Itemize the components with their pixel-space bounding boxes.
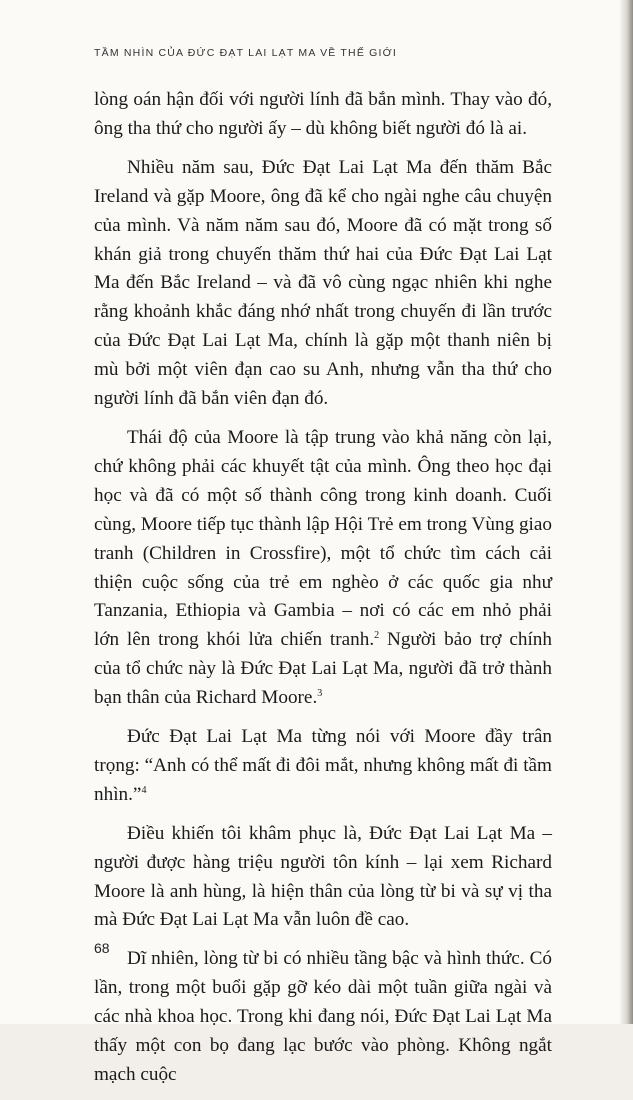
paragraph-text: Đức Đạt Lai Lạt Ma từng nói với Moore đầy trân trọng: “Anh có thể mất đi đôi mắt, nhưng không mất đi tầm nhìn.” [94,726,552,805]
paragraph: Điều khiến tôi khâm phục là, Đức Đạt Lai Lạt Ma – người được hàng triệu người tôn kính – lại xem Richard Moore là anh hùng, là hiện thân của lòng từ bi và sự vị tha mà Đức Đạt Lai Lạt Ma vẫn luôn đề cao. [94,822,552,931]
page-edge-shadow [619,0,633,1024]
footnote-ref: 4 [141,784,147,796]
paragraph: Dĩ nhiên, lòng từ bi có nhiều tầng bậc và hình thức. Có lần, trong một buổi gặp gỡ kéo dài một tuần giữa ngài và các nhà khoa học. Trong khi đang nói, Đức Đạt Lai Lạt Ma thấy một con bọ đang lạc bước vào phòng. Không ngắt mạch cuộc [94,948,552,1085]
paragraph-text: Người bảo trợ chính của tổ chức này là Đức Đạt Lai Lạt Ma, người đã trở thành bạn thân của Richard Moore. [94,629,552,709]
footnote-ref: 3 [317,688,323,700]
paragraph: lòng oán hận đối với người lính đã bắn mình. Thay vào đó, ông tha thứ cho người ấy – dù không biết người đó là ai. [94,89,552,139]
paragraph [94,424,552,713]
footnote-ref: 2 [374,630,380,642]
paragraph-text: Thái độ của Moore là tập trung vào khả năng còn lại, chứ không phải các khuyết tật của mình. Ông theo học đại học và đã có một số thành công trong kinh doanh. Cuối cùng, Moore tiếp tục thành lập Hội Trẻ em trong Vùng giao tranh (Children in Crossfire), một tổ chức tìm cách cải thiện cuộc sống của trẻ em nghèo ở các quốc gia như Tanzania, Ethiopia và Gambia – nơi có các em nhỏ phải lớn lên trong khói lửa chiến tranh. [94,426,552,651]
page-number: 68 [94,940,110,956]
running-head: TẦM NHÌN CỦA ĐỨC ĐẠT LAI LẠT MA VỀ THẾ GIỚI [94,47,397,59]
body-text [94,86,552,1100]
paragraph [94,723,552,810]
paragraph: Nhiều năm sau, Đức Đạt Lai Lạt Ma đến thăm Bắc Ireland và gặp Moore, ông đã kể cho ngài nghe câu chuyện của mình. Và năm năm sau đó, Moore đã có mặt trong số khán giả trong chuyến thăm thứ hai của Đức Đạt Lai Lạt Ma đến Bắc Ireland – và đã vô cùng ngạc nhiên khi nghe rằng khoảnh khắc đáng nhớ nhất trong chuyến đi lần trước của Đức Đạt Lai Lạt Ma, chính là gặp một thanh niên bị mù bởi một viên đạn cao su Anh, nhưng vẫn tha thứ cho người lính đã bắn viên đạn đó. [94,156,552,410]
